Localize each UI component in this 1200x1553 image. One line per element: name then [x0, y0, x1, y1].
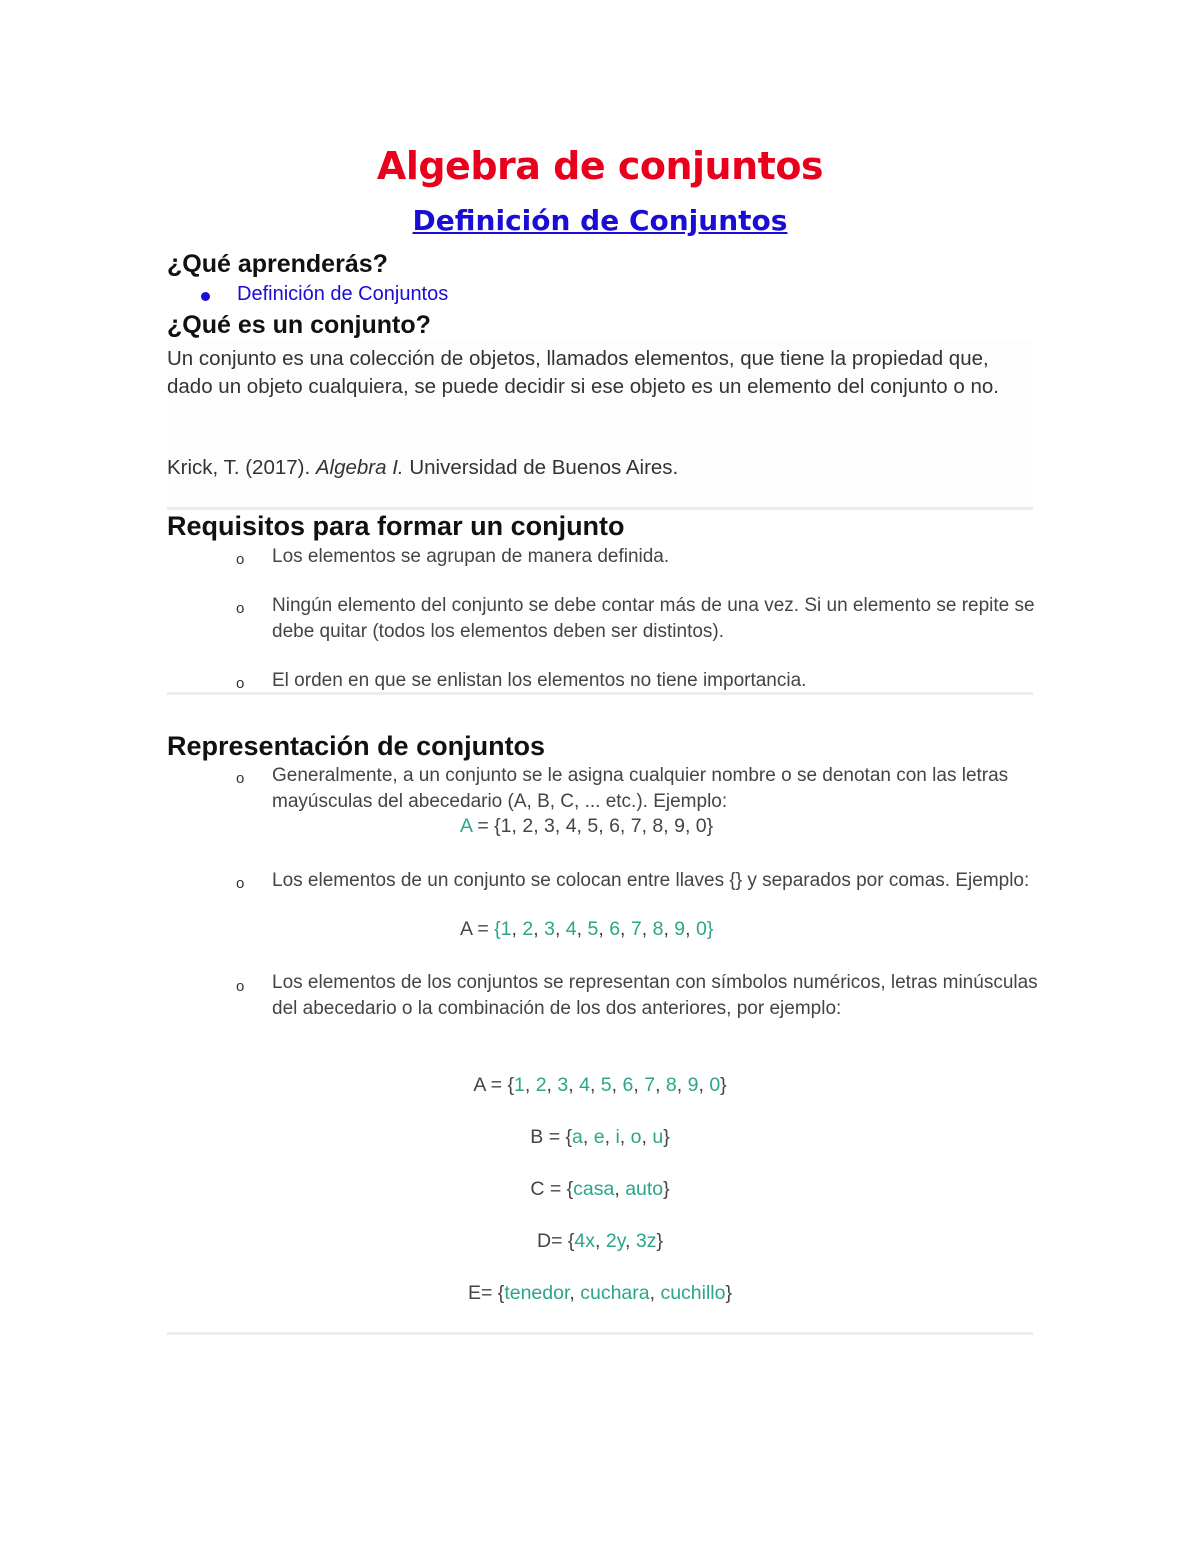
requirements-heading: Requisitos para formar un conjunto	[167, 511, 625, 541]
set-element: 9	[674, 918, 686, 940]
representation-heading: Representación de conjuntos	[167, 731, 546, 761]
separator: ,	[511, 918, 523, 940]
circle-bullet-icon: o	[236, 978, 245, 995]
separator: ,	[633, 1074, 645, 1096]
example-set-line	[0, 1178, 1200, 1201]
learn-heading: ¿Qué aprenderás?	[167, 250, 388, 278]
requirement-item: Ningún elemento del conjunto se debe contar más de una vez. Si un elemento se repite se debe quitar (todos los elementos deben ser distintos).	[272, 595, 1035, 642]
requirement-item: Los elementos se agrupan de manera definida.	[272, 546, 670, 567]
separator: ,	[641, 918, 653, 940]
set-prefix: C =	[530, 1178, 567, 1200]
separator: ,	[685, 918, 696, 940]
set-element: tenedor	[504, 1282, 570, 1304]
representation-item: Generalmente, a un conjunto se le asigna cualquier nombre o se denotan con las letras mayúsculas del abecedario (A, B, C, ... etc.). Ejemplo:	[272, 765, 1009, 812]
separator: ,	[655, 1074, 666, 1096]
separator: ,	[524, 1074, 536, 1096]
separator: ,	[649, 1282, 661, 1304]
set-element: 2y	[605, 1230, 626, 1252]
set-prefix: B =	[530, 1126, 566, 1148]
example-set-line	[0, 1230, 1200, 1253]
set-element: 4x	[574, 1230, 596, 1252]
set-element: 5	[587, 918, 599, 940]
set-element: 4	[579, 1074, 590, 1096]
separator: ,	[698, 1074, 710, 1096]
example-set-line	[460, 815, 713, 838]
separator: ,	[625, 1230, 636, 1252]
set-element: a	[572, 1126, 583, 1148]
set-element: o	[630, 1126, 642, 1148]
separator: ,	[589, 1074, 601, 1096]
close-brace: }	[656, 1230, 663, 1252]
set-prefix: A =	[460, 918, 495, 940]
set-element: 3z	[635, 1230, 657, 1252]
set-element: 4	[565, 918, 577, 940]
requirement-item: El orden en que se enlistan los elementos no tiene importancia.	[272, 670, 807, 691]
set-element: u	[652, 1126, 664, 1148]
bullet-dot-icon	[201, 292, 210, 301]
separator: ,	[554, 918, 566, 940]
set-element: 7	[644, 1074, 656, 1096]
set-name: A	[460, 815, 472, 837]
open-brace: {	[494, 918, 501, 940]
set-prefix: A =	[473, 1074, 508, 1096]
citation-prefix: Krick, T. (2017).	[167, 456, 316, 479]
example-set-line	[0, 1074, 1200, 1097]
circle-bullet-icon: o	[236, 770, 245, 787]
divider	[167, 692, 1033, 695]
set-element: 9	[687, 1074, 699, 1096]
close-brace: }	[663, 1126, 670, 1148]
set-element: 0	[709, 1074, 721, 1096]
separator: ,	[620, 918, 631, 940]
set-element: 8	[652, 918, 664, 940]
set-element: i	[615, 1126, 620, 1148]
set-element: casa	[573, 1178, 615, 1200]
example-set-line	[460, 918, 713, 941]
close-brace: }	[720, 1074, 727, 1096]
separator: ,	[582, 1126, 594, 1148]
set-element: 3	[557, 1074, 569, 1096]
separator: ,	[676, 1074, 688, 1096]
open-brace: {	[497, 1282, 505, 1304]
what-is-heading: ¿Qué es un conjunto?	[167, 311, 431, 339]
set-element: 8	[665, 1074, 677, 1096]
circle-bullet-icon: o	[236, 600, 245, 617]
example-set-line	[0, 1282, 1200, 1305]
separator: ,	[614, 1178, 626, 1200]
close-brace: }	[663, 1178, 670, 1200]
set-element: 5	[600, 1074, 612, 1096]
separator: ,	[576, 918, 588, 940]
separator: ,	[568, 1074, 580, 1096]
set-element: 6	[609, 918, 621, 940]
example-set-line	[0, 1126, 1200, 1149]
separator: ,	[569, 1282, 581, 1304]
separator: ,	[533, 918, 545, 940]
open-brace: {	[566, 1178, 574, 1200]
separator: ,	[641, 1126, 653, 1148]
set-element: 3	[544, 918, 555, 940]
set-element: 7	[630, 918, 642, 940]
open-brace: {	[567, 1230, 575, 1252]
circle-bullet-icon: o	[236, 875, 245, 892]
open-brace: {	[507, 1074, 514, 1096]
document-title: Algebra de conjuntos	[376, 144, 824, 188]
close-brace: }	[725, 1282, 732, 1304]
set-element: e	[593, 1126, 605, 1148]
separator: ,	[595, 1230, 606, 1252]
citation	[167, 456, 678, 480]
separator: ,	[619, 1126, 631, 1148]
representation-item: Los elementos de un conjunto se colocan entre llaves {} y separados por comas. Ejemplo:	[272, 870, 1030, 891]
set-element: auto	[625, 1178, 664, 1200]
circle-bullet-icon: o	[236, 551, 245, 568]
set-element: cuchillo	[660, 1282, 726, 1304]
set-element: 6	[622, 1074, 634, 1096]
separator: ,	[604, 1126, 616, 1148]
set-element: 1	[500, 918, 512, 940]
circle-bullet-icon: o	[236, 675, 245, 692]
citation-suffix: Universidad de Buenos Aires.	[403, 456, 679, 479]
separator: ,	[663, 918, 675, 940]
set-prefix: D=	[537, 1230, 568, 1252]
document-subtitle-link[interactable]: Definición de Conjuntos	[412, 204, 788, 237]
definition-paragraph: Un conjunto es una colección de objetos, llamados elementos, que tiene la propiedad que, dado un objeto cualquiera, se puede decidir si ese objeto es un elemento del conjunto o no.	[167, 347, 999, 398]
separator: ,	[598, 918, 610, 940]
set-element: 2	[522, 918, 534, 940]
set-element: 0	[696, 918, 707, 940]
set-element: 2	[535, 1074, 547, 1096]
open-brace: {	[565, 1126, 573, 1148]
set-element: 1	[513, 1074, 525, 1096]
citation-title: Algebra I.	[315, 456, 404, 479]
separator: ,	[546, 1074, 558, 1096]
close-brace: }	[706, 918, 714, 940]
divider	[167, 507, 1033, 510]
set-prefix: E=	[467, 1282, 498, 1304]
divider	[167, 1332, 1033, 1335]
representation-item: Los elementos de los conjuntos se representan con símbolos numéricos, letras minúsculas del abecedario o la combinación de los dos anteriores, por ejemplo:	[272, 972, 1038, 1019]
set-body: = {1, 2, 3, 4, 5, 6, 7, 8, 9, 0}	[471, 815, 714, 837]
learn-item-link[interactable]: Definición de Conjuntos	[237, 283, 449, 305]
separator: ,	[611, 1074, 623, 1096]
set-element: cuchara	[580, 1282, 650, 1304]
